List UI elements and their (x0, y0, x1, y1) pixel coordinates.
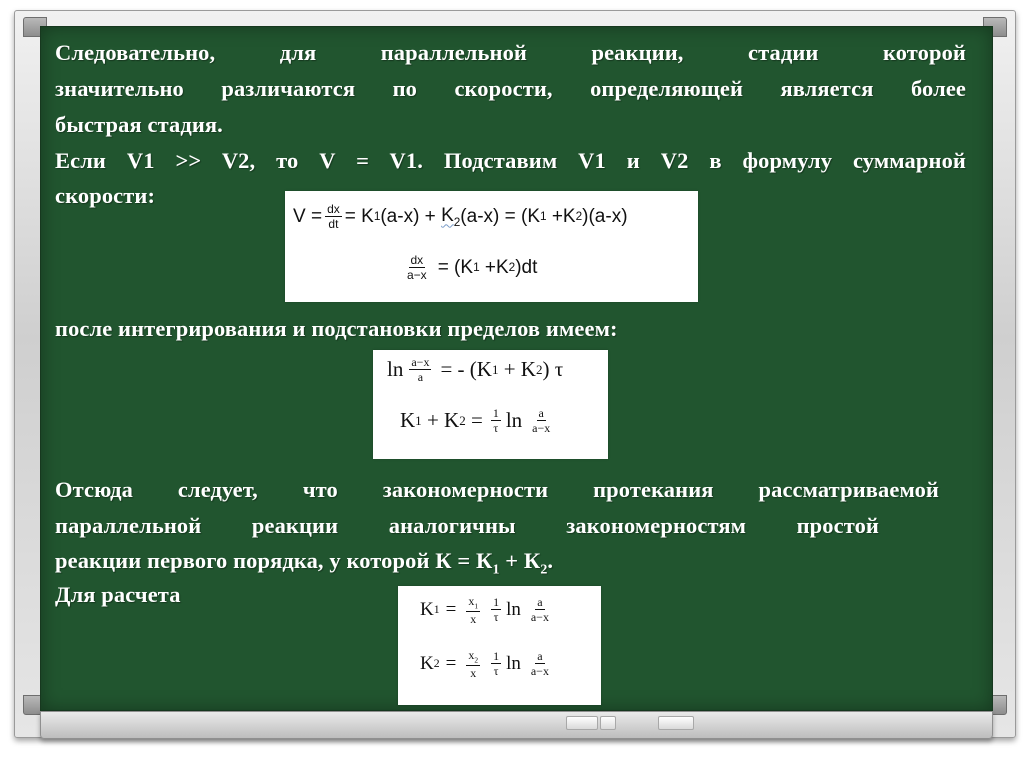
formula-text: = (465, 408, 483, 432)
formula-text: = K (344, 205, 374, 227)
fraction-numerator: a (537, 649, 543, 664)
subscript: 1 (474, 601, 479, 611)
subscript: 1 (415, 412, 422, 428)
subscript: 2 (459, 412, 466, 428)
fraction-numerator: a (537, 595, 543, 610)
paragraph-4-line-1: Отсюда следует, что закономерности протекания рассматриваемой (55, 477, 939, 502)
formula-text: = (445, 652, 457, 674)
subscript: 2 (508, 261, 516, 274)
fraction-denominator: a−x (530, 610, 549, 625)
formula-text: ln (505, 408, 523, 432)
fraction-denominator: a−x (530, 664, 549, 679)
formula-text: (a-x) = (K (460, 205, 540, 227)
formula-text: +K (546, 205, 576, 227)
fraction-a-over-a-x (529, 650, 551, 677)
formula-integrated-box (373, 350, 608, 459)
fraction-dx-a-x (405, 254, 429, 281)
fraction-one-over-tau (491, 596, 501, 623)
fraction-numerator (466, 649, 480, 666)
sentence-text: . (547, 548, 554, 573)
formula-differential-line (402, 254, 537, 281)
formula-sum-constant-line (400, 407, 555, 434)
subscript: 1 (540, 210, 547, 223)
paragraph-1-line-2: значительно различаются по скорости, определяющей является более (55, 76, 966, 101)
fraction-denominator: x (470, 611, 477, 626)
formula-rate-line (293, 203, 628, 230)
paragraph-3-line-1: после интегрирования и подстановки пределов имеем: (55, 316, 618, 341)
subscript: 1 (433, 602, 440, 616)
subscript: 1 (492, 562, 500, 578)
fraction-numerator: dx (327, 202, 340, 216)
paragraph-4-line-2: параллельной реакции аналогичны закономерностям простой (55, 513, 879, 538)
fraction-a-x-over-a (409, 356, 431, 383)
fraction-denominator: dt (328, 217, 339, 231)
formula-text: ln (387, 357, 404, 381)
fraction-one-over-tau (491, 650, 501, 677)
fraction-numerator (466, 595, 480, 612)
subscript: 2 (575, 210, 583, 223)
fraction-denominator: a−x (407, 268, 427, 282)
formula-text: V = (293, 205, 323, 227)
fraction-denominator: τ (493, 421, 499, 435)
fraction-denominator: a (417, 370, 424, 384)
chalk-tray (40, 711, 993, 739)
paragraph-5-line-1: Для расчета (55, 582, 181, 607)
fraction-numerator: 1 (492, 406, 499, 420)
chalk-piece (658, 716, 694, 730)
subscript: 1 (473, 261, 480, 274)
fraction-numerator: a (538, 406, 544, 420)
formula-text: )dt (515, 256, 538, 278)
paragraph-1-line-1: Следовательно, для параллельной реакции, стадии которой (55, 40, 966, 65)
formula-text: x (468, 648, 475, 662)
formula-k2-line (420, 649, 554, 679)
formula-text: K (420, 652, 434, 674)
chalk-piece (566, 716, 598, 730)
formula-text: ) τ (542, 357, 564, 381)
paragraph-2-line-2: скорости: (55, 183, 156, 208)
fraction-x2-over-x (466, 649, 480, 679)
formula-text: +K (479, 256, 509, 278)
fraction-numerator: a−x (411, 355, 430, 369)
formula-k1-line (420, 595, 554, 625)
paragraph-2-line-1: Если V1 >> V2, то V = V1. Подставим V1 и V2 в формулу суммарной (55, 148, 966, 173)
fraction-numerator: 1 (493, 649, 500, 664)
formula-text: K (400, 408, 416, 432)
subscript: 2 (474, 655, 479, 665)
fraction-dx-dt (325, 203, 342, 230)
fraction-x1-over-x (466, 595, 480, 625)
formula-constants-box (398, 586, 601, 705)
fraction-numerator: dx (410, 253, 424, 267)
sentence-text: + К (499, 548, 541, 573)
formula-text: ln (506, 598, 521, 620)
formula-log-line (387, 356, 563, 383)
subscript: 1 (491, 361, 499, 377)
formula-text: x (468, 594, 475, 608)
fraction-denominator: x (470, 665, 477, 680)
subscript: 1 (373, 210, 381, 223)
chalk-piece (600, 716, 616, 730)
fraction-numerator: 1 (493, 595, 500, 610)
fraction-a-over-a-x (530, 407, 552, 434)
subscript: 2 (535, 361, 543, 377)
formula-text: = - (K (440, 357, 492, 381)
fraction-denominator: a−x (532, 421, 551, 435)
paragraph-1-line-3: быстрая стадия. (55, 112, 223, 137)
formula-text: (a-x) + (380, 205, 442, 227)
subscript: 2 (433, 656, 440, 670)
sentence-text: реакции первого порядка, у которой К = К (55, 548, 493, 573)
formula-text: + K (498, 357, 536, 381)
subscript: 2 (540, 562, 548, 578)
formula-text: K (441, 204, 454, 226)
formula-text: K (420, 598, 434, 620)
formula-rate-box (285, 191, 698, 302)
formula-text: = (445, 598, 457, 620)
fraction-denominator: τ (493, 610, 499, 625)
formula-text: = (K (437, 256, 474, 278)
fraction-a-over-a-x (529, 596, 551, 623)
fraction-denominator: τ (493, 664, 499, 679)
formula-text: )(a-x) (582, 205, 628, 227)
formula-text: + K (421, 408, 460, 432)
subscript: 2 (453, 215, 461, 229)
formula-k2-term (441, 205, 460, 229)
fraction-one-over-tau (491, 407, 501, 434)
formula-text: ln (506, 652, 521, 674)
